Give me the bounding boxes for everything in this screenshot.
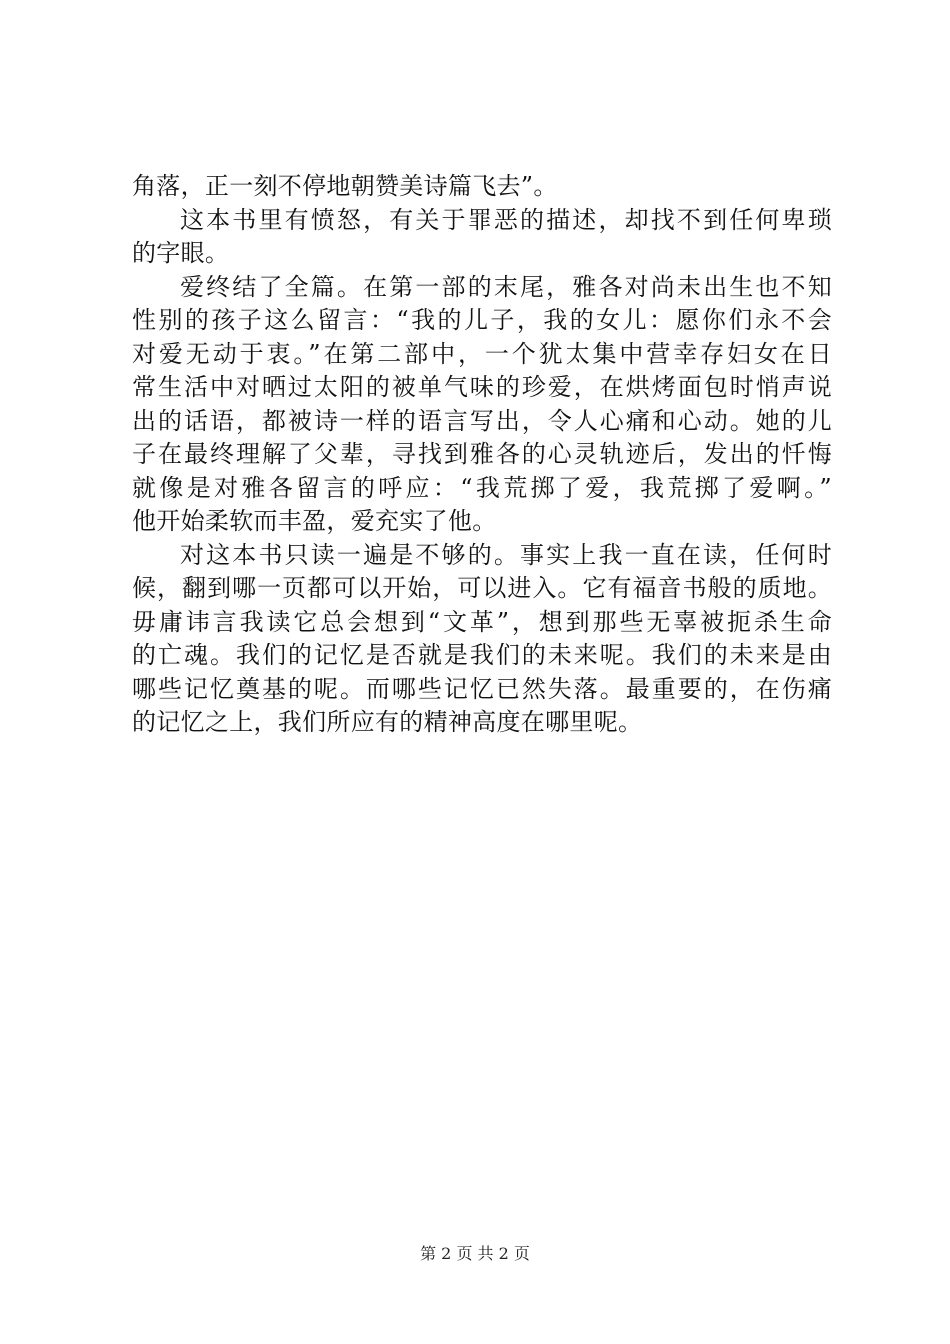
text-line: 对爱无动于衷。”在第二部中，一个犹太集中营幸存妇女在日 bbox=[132, 339, 832, 368]
text-line: 哪些记忆奠基的呢。而哪些记忆已然失落。最重要的，在伤痛 bbox=[132, 674, 832, 703]
text-line: 的字眼。 bbox=[132, 239, 230, 267]
document-body bbox=[132, 170, 832, 740]
text-line: 常生活中对晒过太阳的被单气味的珍爱，在烘烤面包时悄声说 bbox=[132, 373, 832, 401]
page-number-label: 第 2 页 共 2 页 bbox=[420, 1244, 530, 1263]
paragraph-start-line: 对这本书只读一遍是不够的。事实上我一直在读，任何时 bbox=[180, 540, 832, 569]
text-line: 他开始柔软而丰盈，爱充实了他。 bbox=[132, 507, 497, 535]
paragraph-start-line: 这本书里有愤怒，有关于罪恶的描述，却找不到任何卑琐 bbox=[180, 205, 832, 234]
text-line: 子在最终理解了父辈，寻找到雅各的心灵轨迹后，发出的忏悔 bbox=[132, 440, 832, 468]
text-line: 的记忆之上，我们所应有的精神高度在哪里呢。 bbox=[132, 708, 643, 736]
text-line: 性别的孩子这么留言：“我的儿子，我的女儿：愿你们永不会 bbox=[132, 306, 832, 334]
text-line: 出的话语，都被诗一样的语言写出，令人心痛和心动。她的儿 bbox=[132, 406, 832, 435]
text-line: 的亡魂。我们的记忆是否就是我们的未来呢。我们的未来是由 bbox=[132, 641, 832, 669]
text-line: 角落，正一刻不停地朝赞美诗篇飞去”。 bbox=[132, 172, 558, 200]
paragraph-start-line: 爱终结了全篇。在第一部的末尾，雅各对尚未出生也不知 bbox=[180, 272, 832, 301]
text-line: 毋庸讳言我读它总会想到“文革”，想到那些无辜被扼杀生命 bbox=[132, 607, 832, 636]
text-line: 候，翻到哪一页都可以开始，可以进入。它有福音书般的质地。 bbox=[132, 574, 832, 602]
page-footer bbox=[0, 1242, 950, 1266]
text-line: 就像是对雅各留言的呼应：“我荒掷了爱，我荒掷了爱啊。” bbox=[132, 473, 832, 502]
